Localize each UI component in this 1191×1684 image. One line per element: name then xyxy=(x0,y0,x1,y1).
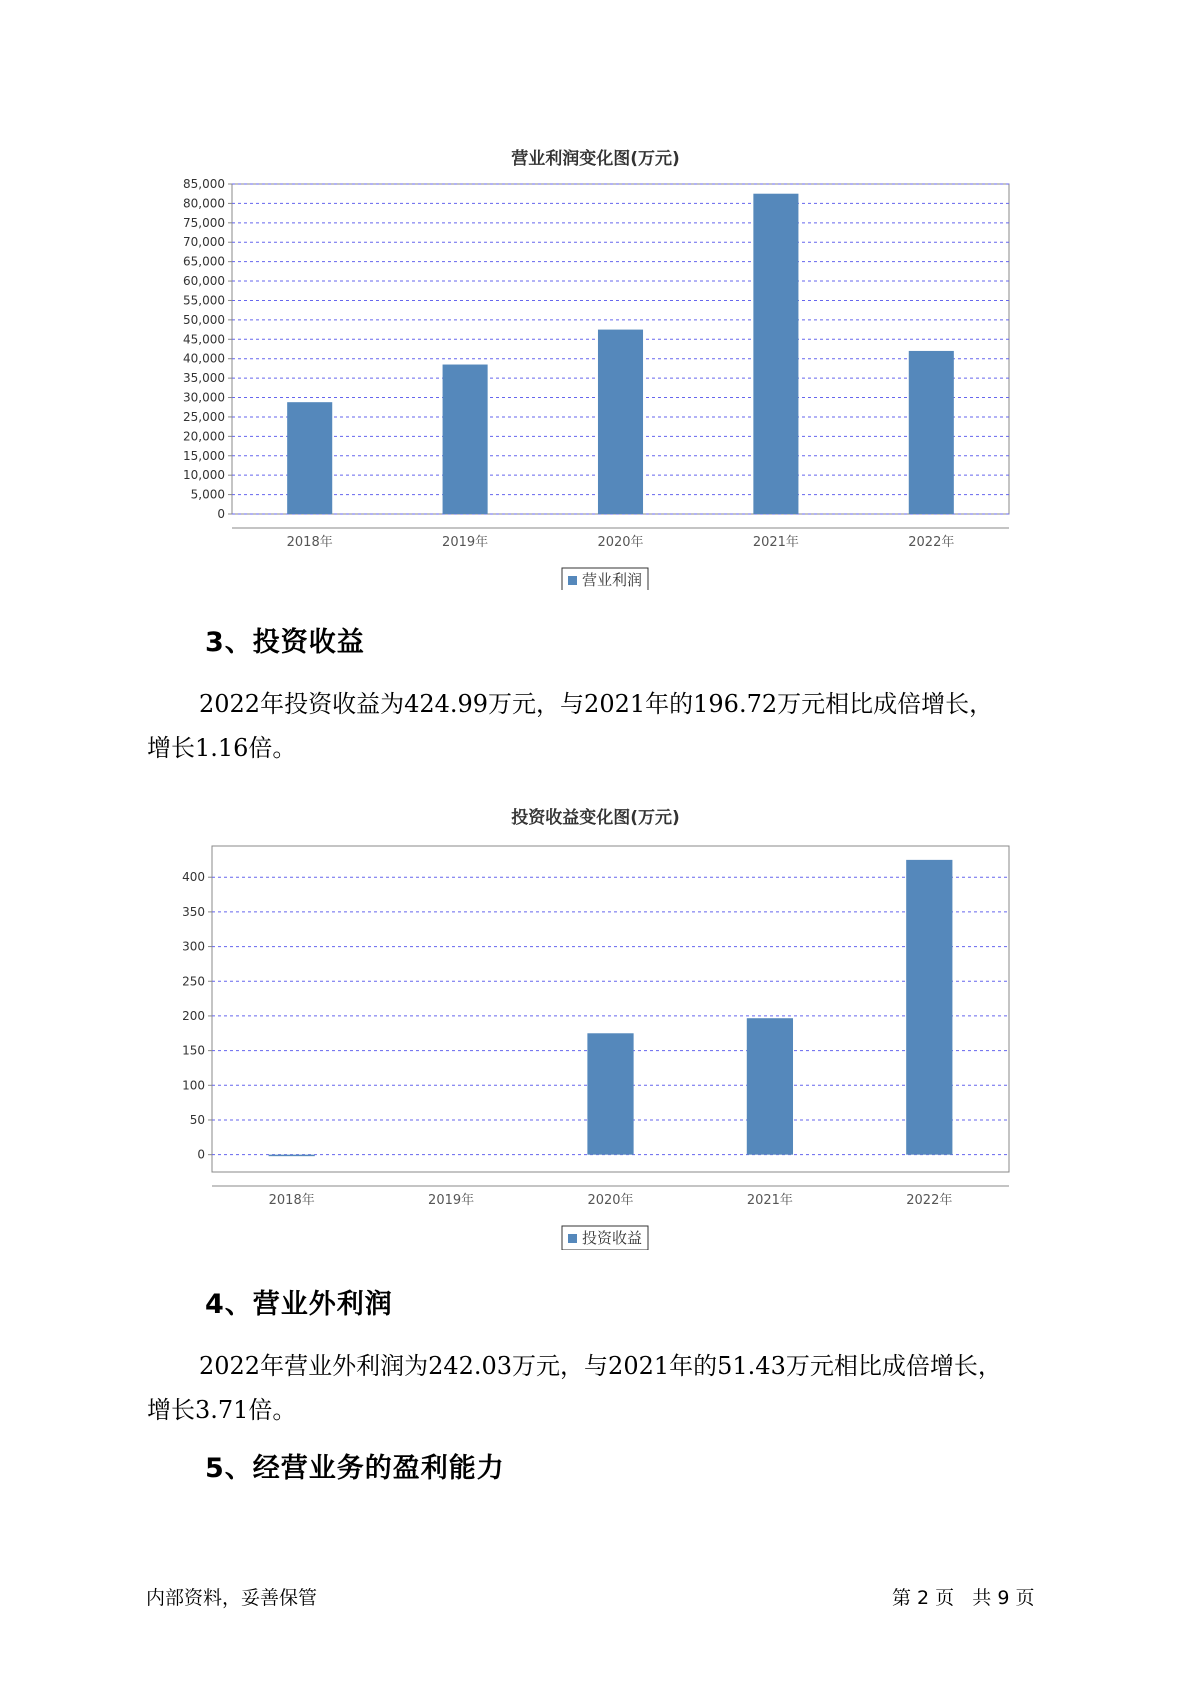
chart-title-operating-profit: 营业利润变化图(万元) xyxy=(511,149,680,169)
y-tick-label: 55,000 xyxy=(183,293,225,308)
bar xyxy=(587,1033,633,1154)
y-tick-label: 35,000 xyxy=(183,371,225,386)
operating-profit-chart xyxy=(0,170,1191,590)
bar xyxy=(909,351,954,514)
bar xyxy=(753,194,798,514)
y-tick-label: 80,000 xyxy=(183,196,225,211)
y-tick-label: 400 xyxy=(182,870,205,885)
x-tick-label: 2020年 xyxy=(587,1193,634,1208)
chart-title-investment-income: 投资收益变化图(万元) xyxy=(511,808,680,828)
heading-business-profitability: 5、经营业务的盈利能力 xyxy=(205,1453,505,1484)
y-tick-label: 5,000 xyxy=(190,487,225,502)
x-tick-label: 2022年 xyxy=(906,1193,953,1208)
x-tick-label: 2019年 xyxy=(428,1193,475,1208)
paragraph-investment-income xyxy=(147,682,1077,770)
paragraph-line: 2022年投资收益为424.99万元，与2021年的196.72万元相比成倍增长， xyxy=(199,690,994,718)
y-tick-label: 200 xyxy=(182,1008,205,1023)
y-tick-label: 150 xyxy=(182,1043,205,1058)
y-tick-label: 40,000 xyxy=(183,351,225,366)
heading-non-operating-profit: 4、营业外利润 xyxy=(205,1289,393,1320)
y-tick-label: 70,000 xyxy=(183,235,225,250)
heading-investment-income: 3、投资收益 xyxy=(205,627,365,658)
y-tick-label: 300 xyxy=(182,939,205,954)
y-tick-label: 15,000 xyxy=(183,448,225,463)
y-tick-label: 20,000 xyxy=(183,429,225,444)
bar xyxy=(906,860,952,1155)
x-tick-label: 2018年 xyxy=(286,535,333,550)
footer-confidential: 内部资料，妥善保管 xyxy=(146,1587,318,1609)
y-tick-label: 350 xyxy=(182,904,205,919)
y-tick-label: 10,000 xyxy=(183,468,225,483)
y-tick-label: 85,000 xyxy=(183,177,225,191)
bar xyxy=(598,330,643,514)
bar xyxy=(269,1155,315,1157)
legend-label: 营业利润 xyxy=(582,571,643,589)
paragraph-line: 增长1.16倍。 xyxy=(147,734,297,762)
y-tick-label: 25,000 xyxy=(183,409,225,424)
y-tick-label: 0 xyxy=(197,1147,205,1162)
investment-income-chart xyxy=(0,830,1191,1250)
bar xyxy=(747,1018,793,1154)
legend-swatch xyxy=(568,1234,577,1243)
x-tick-label: 2020年 xyxy=(597,535,644,550)
y-tick-label: 100 xyxy=(182,1078,205,1093)
bar xyxy=(287,402,332,514)
y-tick-label: 45,000 xyxy=(183,332,225,347)
y-tick-label: 75,000 xyxy=(183,215,225,230)
x-tick-label: 2022年 xyxy=(908,535,955,550)
paragraph-line: 增长3.71倍。 xyxy=(147,1396,297,1424)
y-tick-label: 60,000 xyxy=(183,274,225,289)
x-tick-label: 2021年 xyxy=(746,1193,793,1208)
x-tick-label: 2018年 xyxy=(268,1193,315,1208)
footer-page-number: 第 2 页 共 9 页 xyxy=(892,1587,1035,1609)
x-tick-label: 2021年 xyxy=(752,535,799,550)
paragraph-line: 2022年营业外利润为242.03万元，与2021年的51.43万元相比成倍增长， xyxy=(199,1352,1002,1380)
y-tick-label: 30,000 xyxy=(183,390,225,405)
y-tick-label: 250 xyxy=(182,974,205,989)
x-tick-label: 2019年 xyxy=(442,535,489,550)
legend-label: 投资收益 xyxy=(582,1229,643,1247)
legend-swatch xyxy=(568,576,577,585)
paragraph-non-operating-profit xyxy=(147,1344,1077,1432)
y-tick-label: 65,000 xyxy=(183,254,225,269)
bar xyxy=(443,365,488,514)
y-tick-label: 50,000 xyxy=(183,312,225,327)
y-tick-label: 50 xyxy=(189,1112,205,1127)
y-tick-label: 0 xyxy=(217,507,225,521)
